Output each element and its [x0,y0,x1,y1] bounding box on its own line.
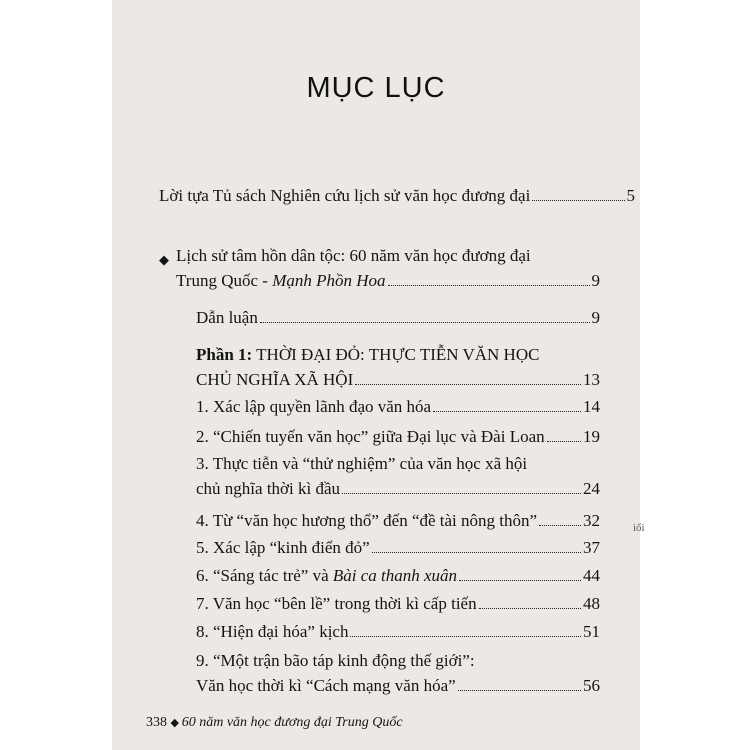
book-title: 60 năm văn học đương đại Trung Quốc [181,715,403,730]
toc-entry: Trung Quốc - Mạnh Phồn Hoa 9 [176,271,600,290]
part-heading-line: Phần 1: THỜI ĐẠI ĐỎ: THỰC TIỄN VĂN HỌC [196,345,540,364]
toc-entry: 6. “Sáng tác trẻ” và Bài ca thanh xuân 44 [196,566,600,585]
toc-entry: Lời tựa Tủ sách Nghiên cứu lịch sử văn học đương đại 5 [159,186,635,205]
diamond-bullet-icon: ◆ [159,252,169,267]
page-footer [146,715,403,731]
toc-entry-line: Lịch sử tâm hồn dân tộc: 60 năm văn học đương đại [176,246,531,265]
toc-entry-line: 9. “Một trận bão táp kinh động thế giới”: [196,651,475,670]
page-number: 338 [146,715,167,730]
toc-entry: 7. Văn học “bên lề” trong thời kì cấp tiến 48 [196,594,600,613]
book-page [112,0,640,750]
toc-title: MỤC LỤC [306,72,446,104]
toc-entry: 1. Xác lập quyền lãnh đạo văn hóa 14 [196,397,600,416]
toc-entry: 2. “Chiến tuyến văn học” giữa Đại lục và Đài Loan 19 [196,427,600,446]
toc-entry: chủ nghĩa thời kì đầu 24 [196,479,600,498]
toc-entry: Dẫn luận 9 [196,308,600,327]
diamond-separator-icon: ◆ [170,717,182,729]
toc-entry-line: 3. Thực tiễn và “thử nghiệm” của văn học xã hội [196,454,528,473]
toc-entry: 8. “Hiện đại hóa” kịch 51 [196,622,600,641]
edge-text: ìổi [633,522,645,534]
toc-entry: 4. Từ “văn học hương thổ” đến “đề tài nông thôn” 32 [196,511,600,530]
toc-entry: Văn học thời kì “Cách mạng văn hóa” 56 [196,676,600,695]
toc-entry: CHỦ NGHĨA XÃ HỘI 13 [196,370,600,389]
toc-entry: 5. Xác lập “kinh điển đỏ” 37 [196,538,600,557]
